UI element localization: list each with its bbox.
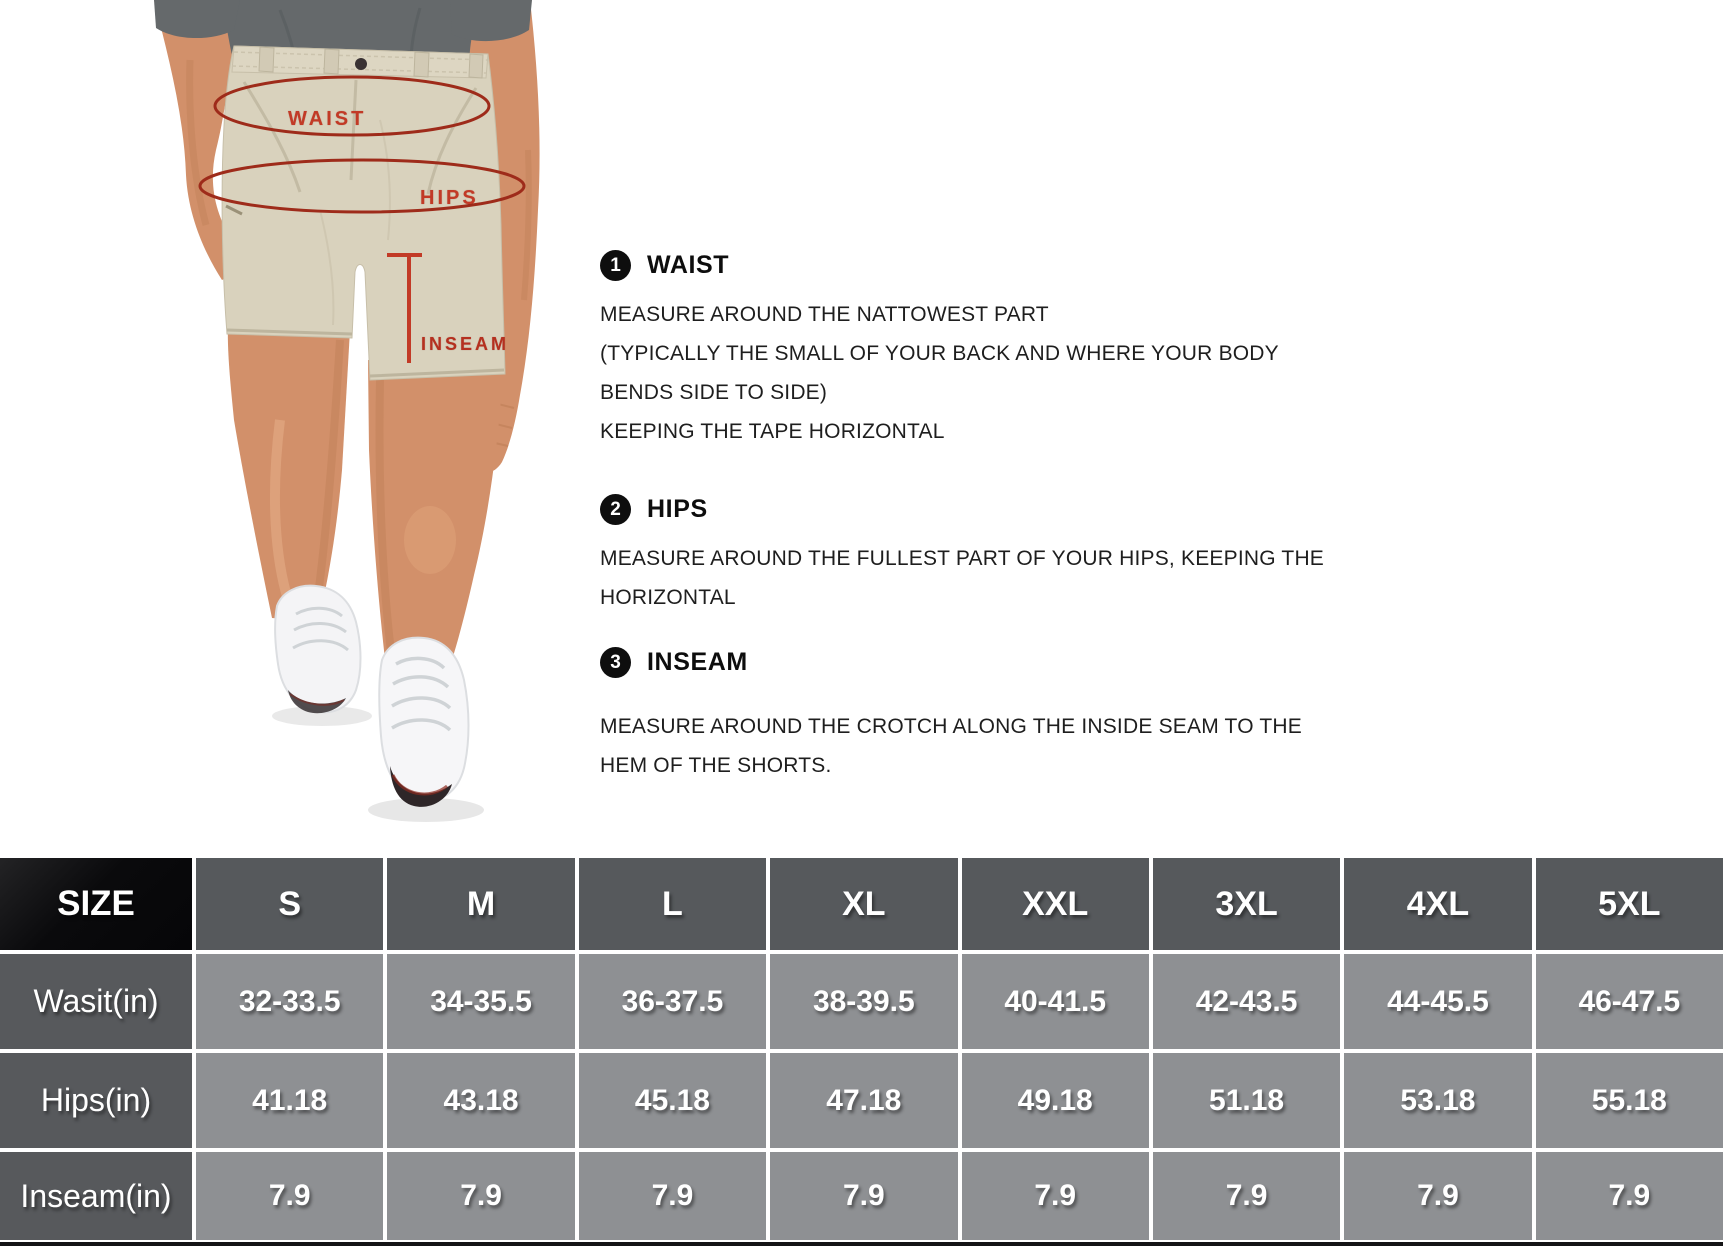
- step-3-title: INSEAM: [647, 648, 748, 676]
- hips-row-label: Hips(in): [0, 1053, 192, 1148]
- inseam-value: 7.9: [770, 1152, 957, 1240]
- step-2-title: HIPS: [647, 495, 708, 523]
- hips-value: 51.18: [1153, 1053, 1340, 1148]
- instruction-line: (TYPICALLY THE SMALL OF YOUR BACK AND WHERE YOUR BODY: [600, 342, 1279, 365]
- inseam-value: 7.9: [579, 1152, 766, 1240]
- shorts-button: [355, 58, 367, 70]
- right-shoe: [379, 638, 468, 807]
- waist-row-label: Wasit(in): [0, 954, 192, 1049]
- waist-value: 40-41.5: [962, 954, 1149, 1049]
- waist-value: 42-43.5: [1153, 954, 1340, 1049]
- size-table-corner-header: SIZE: [0, 858, 192, 950]
- inseam-photo-label: INSEAM: [421, 334, 510, 354]
- size-header-l: L: [579, 858, 766, 950]
- step-2-badge: 2: [600, 494, 631, 525]
- instruction-line: MEASURE AROUND THE FULLEST PART OF YOUR HIPS, KEEPING THE: [600, 547, 1325, 570]
- instruction-line: HORIZONTAL: [600, 586, 736, 609]
- inseam-value: 7.9: [387, 1152, 574, 1240]
- waist-value: 36-37.5: [579, 954, 766, 1049]
- step-3-badge: 3: [600, 647, 631, 678]
- instruction-section-waist: [600, 250, 1400, 451]
- hips-value: 53.18: [1344, 1053, 1531, 1148]
- waist-value: 34-35.5: [387, 954, 574, 1049]
- waist-value: 32-33.5: [196, 954, 383, 1049]
- step-1-title: WAIST: [647, 251, 730, 279]
- size-header-3xl: 3XL: [1153, 858, 1340, 950]
- inseam-value: 7.9: [1536, 1152, 1723, 1240]
- instruction-line: BENDS SIDE TO SIDE): [600, 381, 828, 404]
- hips-value: 41.18: [196, 1053, 383, 1148]
- hips-value: 47.18: [770, 1053, 957, 1148]
- instruction-line: MEASURE AROUND THE CROTCH ALONG THE INSIDE SEAM TO THE: [600, 715, 1302, 738]
- model-photo: [130, 0, 590, 858]
- table-bottom-border: [0, 1242, 1723, 1246]
- instruction-section-hips: [600, 494, 1400, 617]
- hips-value: 55.18: [1536, 1053, 1723, 1148]
- size-header-4xl: 4XL: [1344, 858, 1531, 950]
- instruction-line: MEASURE AROUND THE NATTOWEST PART: [600, 303, 1049, 326]
- inseam-row-label: Inseam(in): [0, 1152, 192, 1240]
- waist-value: 44-45.5: [1344, 954, 1531, 1049]
- measure-instructions: [600, 0, 1400, 858]
- size-table: [0, 858, 1723, 1240]
- left-shoe: [275, 586, 360, 714]
- waist-photo-label: WAIST: [288, 108, 367, 130]
- step-1-badge: 1: [600, 250, 631, 281]
- waist-value: 46-47.5: [1536, 954, 1723, 1049]
- size-header-m: M: [387, 858, 574, 950]
- inseam-value: 7.9: [196, 1152, 383, 1240]
- hips-value: 49.18: [962, 1053, 1149, 1148]
- hips-value: 43.18: [387, 1053, 574, 1148]
- inseam-value: 7.9: [1153, 1152, 1340, 1240]
- size-header-xxl: XXL: [962, 858, 1149, 950]
- instruction-line: HEM OF THE SHORTS.: [600, 754, 832, 777]
- size-header-s: S: [196, 858, 383, 950]
- size-header-5xl: 5XL: [1536, 858, 1723, 950]
- waist-value: 38-39.5: [770, 954, 957, 1049]
- inseam-value: 7.9: [1344, 1152, 1531, 1240]
- instruction-line: KEEPING THE TAPE HORIZONTAL: [600, 420, 945, 443]
- size-header-xl: XL: [770, 858, 957, 950]
- instruction-section-inseam: [600, 647, 1400, 785]
- hips-value: 45.18: [579, 1053, 766, 1148]
- inseam-value: 7.9: [962, 1152, 1149, 1240]
- hips-photo-label: HIPS: [420, 187, 479, 209]
